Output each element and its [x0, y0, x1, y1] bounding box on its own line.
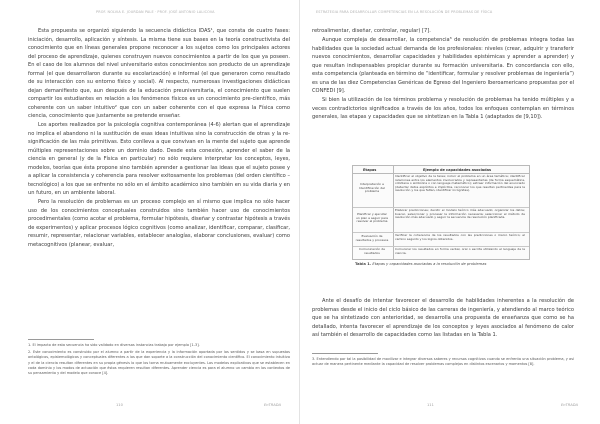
body-text: [28, 27, 290, 249]
table-cell-skills: Identificar el objetivo de la tarea; incluir el problema en un área temática; identificar relaciones entre los elementos involucrados y representarlas (de forma esquemática, cotidiana o simbólica o con lenguaje matemático); extraer información del enunciado (detectar datos explícitos e implícitos, reconocer los que resultan pertinentes para la resolución y los que faltan, identificar incógnitas).: [395, 174, 525, 193]
right-page: [300, 0, 600, 424]
running-header: ESTRATEGIA PARA DESARROLLAR COMPETENCIAS EN LA RESOLUCIÓN DE PROBLEMAS DE FÍSICA: [316, 10, 493, 14]
paragraph: Ante el desafío de intentar favorecer el desarrollo de habilidades inherentes a la resolución de problemas desde el inicio del ciclo básico de las carreras de ingeniería, y atendiendo al marco teórico que se ha sintetizado con anterioridad, se desarrolla una propuesta de enseñanza que como se ha detallado, intenta favorecer el aprendizaje de los conceptos y leyes asociados al fenómeno de calor así también el desarrollo de capacidades como las listadas en la Tabla 1.: [312, 298, 574, 338]
table-row: [353, 233, 529, 247]
footnote-divider: [312, 353, 378, 354]
table-cell-skills: Elaborar predicciones; decidir el modelo teórico más adecuado; organizar los datos; buscar, seleccionar y procesar la información necesaria; seleccionar el método de resolución más adecuado y seguir la secuencia de resolución planificada.: [395, 208, 525, 220]
table-header-row: [353, 166, 529, 174]
table-row: [353, 247, 529, 258]
journal-brand: EnTRADA: [264, 403, 281, 407]
table-cell-stage: Interpretación e Identificación del problema: [359, 182, 385, 194]
page-number: 110: [116, 403, 123, 407]
caption-text: Etapas y capacidades asociadas a la resolución de problemas: [372, 262, 487, 266]
caption-label: Tabla 1.: [355, 262, 372, 266]
table-cell-stage: Planificar y ejecutar un plan a seguir para resolver el problema: [355, 212, 389, 224]
paragraph: retroalimentar, diseñar, controlar, regular) [7].: [312, 28, 431, 34]
body-text: [312, 27, 574, 122]
body-text-after-table: [312, 297, 574, 340]
table-header-skills: Ejemplo de capacidades asociadas: [423, 168, 492, 172]
footnote: 3. Entendiendo por tal la posibilidad de movilizar e integrar diversos saberes y recursos cognitivos cuando se enfrenta una situación problema, y así actuar de manera pertinente mediante la capacidad de resolver problemas complejos en distintos escenarios y momentos [8].: [312, 357, 574, 367]
table-caption: [355, 262, 486, 266]
paragraph: Los aportes realizados por la psicología cognitiva contemporánea (4-6) alertan que el aprendizaje no implica el abandono ni la sustitución de esas ideas intuitivas sino la construcción de otras y la re-significación de las más primitivas. Esto conlleva a que convivan en la mente del sujeto que aprende múltiples representaciones sobre un dominio dado. Desde esta conexión, aprender el saber de la ciencia en general (y de la Física en particular) no sólo requiere interpretar los conceptos, leyes, modelos, teorías que ésta propone sino también aprender a gestionar las ideas que el sujeto posee y a aplicar la consistencia y coherencia para resolver exitosamente los problemas (del orden científico – tecnológico) a los que se enfrente no sólo en el ámbito académico sino también en su vida diaria y en un futuro, en un ambiente laboral.: [28, 122, 290, 196]
running-header: PROF. NOLVIA E. JOURDAN PALE · PROF. JOSÉ ANTONIO LALICOVA: [96, 10, 215, 14]
table-cell-stage: Evaluación de resultados y procesos: [355, 234, 389, 242]
journal-brand: EnTRADA: [561, 403, 578, 407]
table-row: [353, 174, 529, 208]
paragraph: Aunque compleja de desarrollar, la competencia³ de resolución de problemas integra todas las habilidades que la sociedad actual demanda de los profesionales: niveles (crear, adquirir y transferir nuevos conocimientos, desarrollar capacidades y habilidades epistémicas y aprender a aprender) y que resultan indispensables propiciar durante su formación universitaria. En concordancia con ello, esta competencia (planteada en término de “identificar, formular y resolver problemas de ingeniería”) es una de las diez Competencias Genéricas de Egreso del Ingeniero Iberoamericano propuestas por el CONFEDI [9].: [312, 37, 574, 94]
page-number: 111: [427, 403, 434, 407]
skills-table: [352, 165, 530, 260]
footnote: 2. Este conocimiento es construido por el alumno a partir de la experiencia y la información aportada por los sentidos y se basa en supuestos ontológicos, epistemológicos y conceptuales diferentes a los que dan soporte a la construcción del conocimiento científico. El conocimiento intuitivo y el de la ciencia resultan diferentes en su propia génesis lo que los torna mutuamente excluyentes. Los modelos explicativos que se establecen en cada dominio y los modos de actuación que éstos requieren resultan diferentes. Aprender ciencia es para el alumno un cambio en los contextos de su pensamiento y del modelo que conoce [4].: [28, 350, 290, 376]
table-cell-stage: Comunicación de resultados: [359, 247, 385, 255]
paragraph: Si bien la utilización de los términos problema y resolución de problemas ha tenido múltiples y a veces contradictorios significados a través de los años, todos los enfoques contemplan en términos generales, las etapas y capacidades que se sintetizan en la Tabla 1 (adaptados de [9,10]).: [312, 97, 574, 120]
paragraph: Pero la resolución de problemas es un proceso complejo en sí mismo que implica no sólo hacer uso de los conocimientos conceptuales construidos sino también hacer uso de conocimientos procedimentales (como acotar el problema, formular hipótesis, diseñar y contrastar hipótesis a través de experimentos) y aplicar procesos lógico cognitivos (como analizar, identificar, comparar, clasificar, resumir, representar, relacionar variables, establecer analogías, elaborar conclusiones, evaluar) como metacognitivos (planear, evaluar,: [28, 199, 290, 248]
table-header-stage: Etapas: [363, 168, 377, 172]
table-row: [353, 208, 529, 233]
footnote-divider: [28, 339, 94, 340]
footnotes: [28, 343, 290, 378]
footnote: 1. El impacto de esta secuencia ha sido validado en diversas instancias trabajo por ejemplo [1-3].: [28, 343, 200, 347]
table-cell-skills: Comunicar los resultados en forma verbal, oral o escrita utilizando el lenguaje de la ciencia.: [395, 247, 525, 255]
paragraph: Esta propuesta se organizó siguiendo la secuencia didáctica IDAS¹, que consta de cuatro fases: iniciación, desarrollo, aplicación y síntesis. La misma tiene sus bases en la teoría constructivista del conocimiento que en líneas generales propone reconocer a los sujetos como los principales actores del proceso de aprendizaje, quienes construyen nuevos conocimientos a partir de los que ya poseen. En el caso de los alumnos del nivel universitario estos conocimientos son producto de un aprendizaje formal (el que desarrollaron durante su escolarización) e informal (el que generaron como resultado de su interacción con su entorno físico y social). Al respecto, numerosas investigaciones didácticas dejan demanifiesto que, aun después de la educación preuniversitaria, el conocimiento que suelen compartir los estudiantes en relación a los fenómenos físicos es un conocimiento pre-científico, más coherente con un saber intuitivo² que con un saber coherente con el que expresa la Física como ciencia, conocimiento que justamente se pretende enseñar.: [28, 28, 290, 119]
table-cell-skills: Verificar la coherencia de los resultados con las predicciones o marco teórico; el camino seguido y los logros obtenidos.: [395, 233, 525, 241]
footnotes: [312, 357, 574, 369]
